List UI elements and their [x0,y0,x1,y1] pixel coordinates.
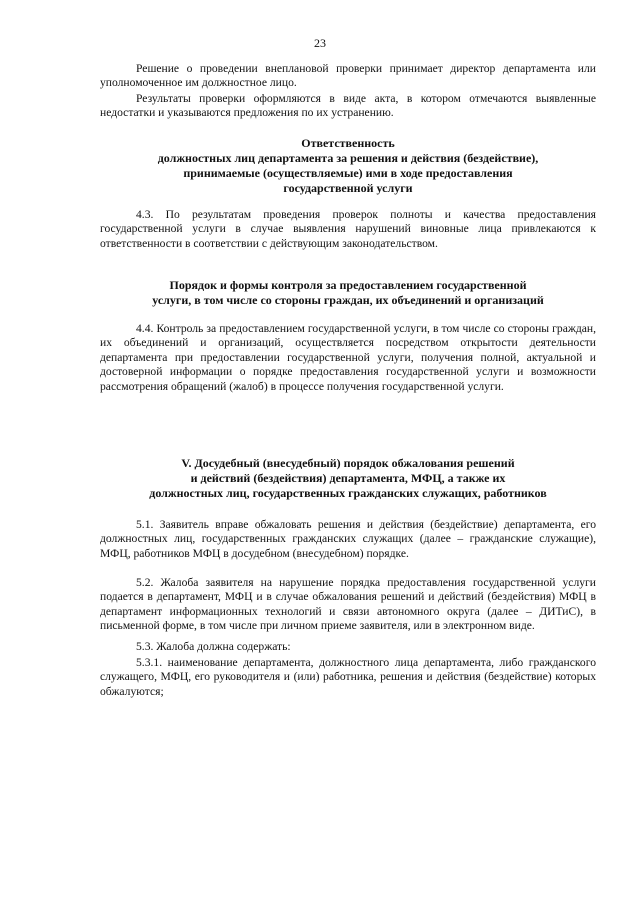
heading-line: услуги, в том числе со стороны граждан, их объединений и организаций [152,293,544,307]
paragraph-5-3: 5.3. Жалоба должна содержать: [136,640,291,653]
paragraph-4-4: 4.4. Контроль за предоставлением государственной услуги, в том числе со стороны граждан, их объединений и организаций, осуществляется посредством открытости деятельности департамента при предоставлении государственной услуги, получения полной, актуальной и достоверной информации о порядке предоставления государственной услуги и возможности рассмотрения обращений (жалоб) в процессе получения государственной услуги. [100,322,596,393]
heading-line: и действий (бездействия) департамента, МФЦ, а также их [190,471,506,485]
page-number: 23 [314,36,326,50]
heading-line: должностных лиц, государственных гражданских служащих, работников [149,486,547,500]
paragraph-4-3: 4.3. По результатам проведения проверок полноты и качества предоставления государственной услуги в случае выявления нарушений виновные лица привлекаются к ответственности в соответствии с действующим законодательством. [100,208,596,250]
heading-line: принимаемые (осуществляемые) ими в ходе предоставления [183,166,513,180]
heading-line: V. Досудебный (внесудебный) порядок обжалования решений [181,456,515,470]
paragraph-5-2: 5.2. Жалоба заявителя на нарушение порядка предоставления государственной услуги подается в департамент, МФЦ и в случае обжалования решений и действий (бездействия) МФЦ в департамент информационных технологий и связи автономного округа (далее – ДИТиС), в письменной форме, в том числе при личном приеме заявителя, или в электронном виде. [100,576,596,633]
heading-line: Порядок и формы контроля за предоставлением государственной [169,278,527,292]
heading-line: государственной услуги [283,181,413,195]
paragraph-inspection-results: Результаты проверки оформляются в виде акта, в котором отмечаются выявленные недостатки и указываются предложения по их устранению. [100,92,596,120]
heading-section-v [100,456,596,501]
heading-responsibility [100,136,596,196]
paragraph-5-1: 5.1. Заявитель вправе обжаловать решения и действия (бездействие) департамента, его должностных лиц, государственных гражданских служащих (далее – гражданские служащие), МФЦ, работников МФЦ в досудебном (внесудебном) порядке. [100,518,596,560]
heading-control-forms [100,278,596,308]
heading-line: должностных лиц департамента за решения и действия (бездействие), [157,151,539,165]
paragraph-5-3-1: 5.3.1. наименование департамента, должностного лица департамента, либо гражданского служащего, МФЦ, его руководителя и (или) работника, решения и действия (бездействие) которых обжалуются; [100,656,596,698]
heading-line: Ответственность [301,136,395,150]
paragraph-unscheduled-inspection: Решение о проведении внеплановой проверки принимает директор департамента или уполномоченное им должностное лицо. [100,62,596,90]
